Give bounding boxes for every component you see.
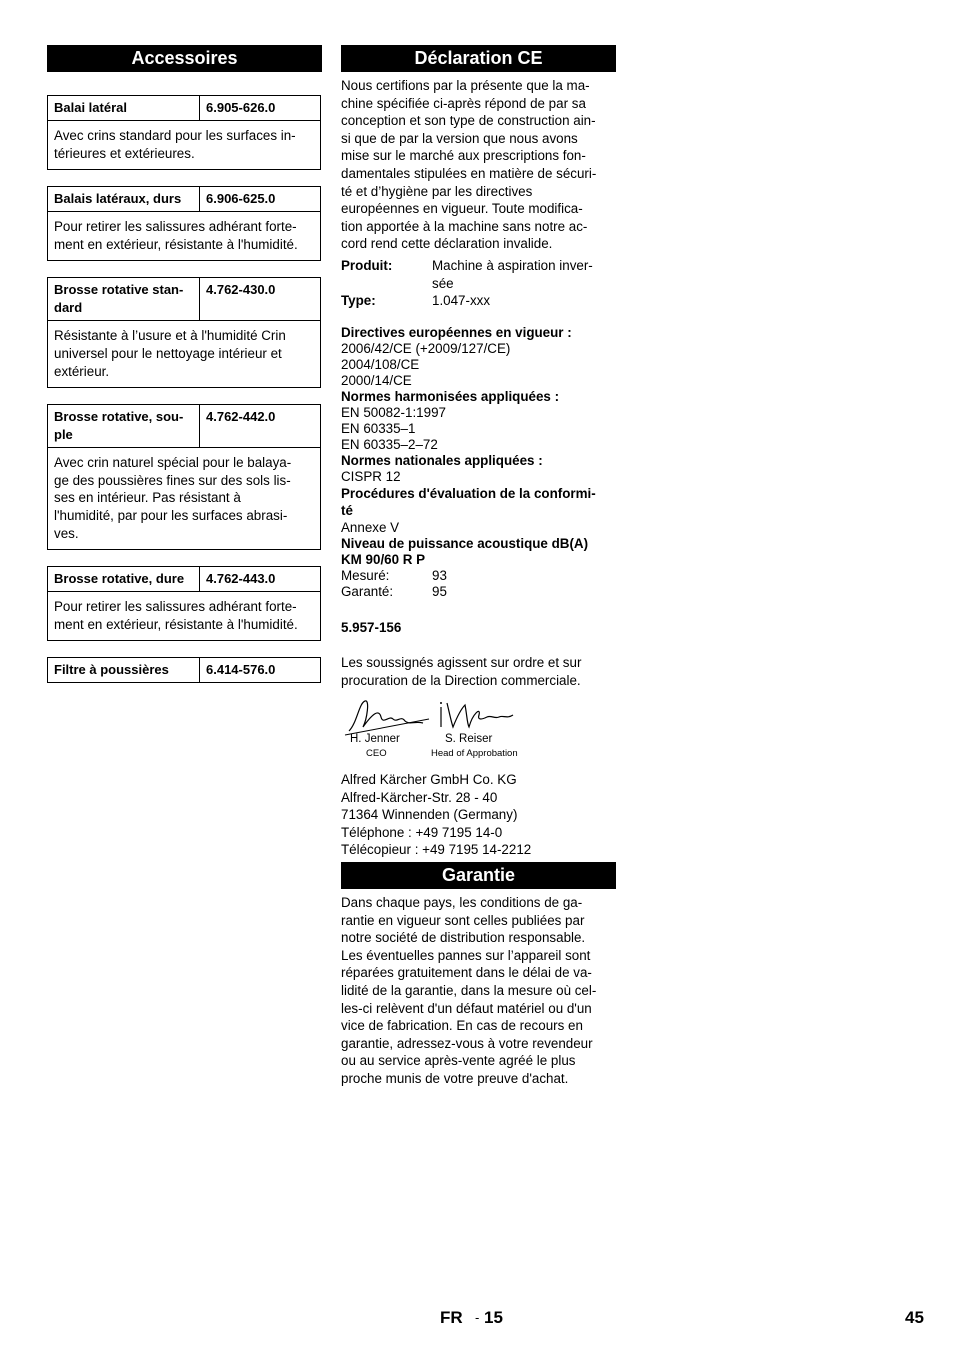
type-value: 1.047-xxx: [432, 293, 491, 309]
accessory-code: 4.762-430.0: [206, 282, 276, 298]
accessories-column: [47, 45, 322, 683]
harmonised-item: EN 60335–2–72: [341, 436, 438, 452]
accessory-description: Pour retirer les salissures adhérant forte- ment en extérieur, résistante à l'humidité.: [54, 219, 298, 252]
guaranteed-value: 95: [432, 583, 447, 599]
accessory-name: Brosse rotative, dure: [48, 567, 200, 591]
company-address: [341, 771, 616, 859]
declaration-column: [341, 45, 616, 1088]
accessory-item: [47, 404, 321, 550]
procedure-heading: Procédures d'évaluation de la conformi- té: [341, 485, 596, 519]
product-row: [341, 257, 616, 292]
signer1-name: H. Jenner: [350, 733, 400, 746]
directive-item: 2000/14/CE: [341, 372, 412, 388]
accessory-code: 6.414-576.0: [206, 662, 276, 678]
national-heading: Normes nationales appliquées :: [341, 452, 543, 468]
accessory-description: Résistante à l’usure et à l'humidité Crin universel pour le nettoyage intérieur et extérieur.: [54, 328, 286, 379]
accessory-code: 4.762-443.0: [206, 571, 276, 587]
measured-label: Mesuré:: [341, 567, 390, 583]
address-line: Alfred-Kärcher-Str. 28 - 40: [341, 789, 498, 805]
accessory-name: Brosse rotative stan- dard: [48, 278, 200, 320]
type-row: [341, 292, 616, 310]
signatures: [341, 697, 616, 767]
accessory-item: [47, 566, 321, 641]
accessory-code: 6.906-625.0: [206, 191, 276, 207]
footer-language: FR: [440, 1308, 463, 1327]
directive-item: 2006/42/CE (+2009/127/CE): [341, 340, 511, 356]
declaration-title: Déclaration CE: [341, 45, 616, 72]
accessory-name: Balai latéral: [48, 96, 200, 120]
accessory-name: Brosse rotative, sou- ple: [48, 405, 200, 447]
signer2-role: Head of Approbation: [431, 748, 518, 760]
harmonised-item: EN 60335–1: [341, 420, 416, 436]
accessory-item: [47, 277, 321, 388]
directives-heading: Directives européennes en vigueur :: [341, 324, 572, 340]
declaration-intro: Nous certifions par la présente que la ma- chine spécifiée ci-après répond de par sa conception et son type de construction ain- si que de par la version que nous avons mise sur le marché aux prescriptions fon- damentales stipulées en matière de sécuri- té et d’hygiène par les directives européennes en vigueur. Toute modifica- tion apportée à la machine sans notre ac- cord rend cette déclaration invalide.: [341, 78, 597, 252]
accessory-description: Pour retirer les salissures adhérant forte- ment en extérieur, résistante à l'humidité.: [54, 599, 298, 632]
page-number: 45: [905, 1308, 924, 1327]
address-line: 71364 Winnenden (Germany): [341, 807, 518, 823]
directives-block: [341, 325, 616, 600]
accessory-item: [47, 95, 321, 170]
guaranteed-row: [341, 584, 616, 600]
warranty-text: Dans chaque pays, les conditions de ga- rantie en vigueur sont celles publiées par notre société de distribution responsable. Les éventuelles pannes sur l’appareil sont réparées gratuitement dans le délai de va- lidité de la garantie, dans la mesure où cel- les-ci relèvent d'un défaut matériel ou d'un vice de fabrication. En cas de recours en garantie, adressez-vous à votre revendeur ou au service après-vente agréé le plus proche munis de votre preuve d'achat.: [341, 895, 597, 1086]
phone-line: Téléphone : +49 7195 14-0: [341, 824, 503, 840]
accessory-code: 6.905-626.0: [206, 100, 276, 115]
footer-section-page: 15: [484, 1308, 503, 1327]
national-item: CISPR 12: [341, 468, 401, 484]
accessory-name: Balais latéraux, durs: [48, 187, 200, 211]
accessory-code: 4.762-442.0: [206, 409, 276, 425]
measured-row: [341, 568, 616, 584]
address-line: Alfred Kärcher GmbH Co. KG: [341, 772, 517, 788]
procedure-value: Annexe V: [341, 519, 400, 535]
signer2-name: S. Reiser: [445, 733, 493, 746]
signatories-text: Les soussignés agissent sur ordre et sur procuration de la Direction commerciale.: [341, 654, 582, 688]
document-number: 5.957-156: [341, 619, 402, 635]
signer1-role: CEO: [366, 748, 387, 760]
footer-separator: -: [475, 1310, 480, 1325]
guaranteed-label: Garanté:: [341, 583, 394, 599]
type-label: Type:: [341, 293, 376, 309]
warranty-title: Garantie: [341, 862, 616, 889]
model-name: KM 90/60 R P: [341, 551, 426, 567]
measured-value: 93: [432, 567, 447, 583]
accessory-item: [47, 657, 321, 683]
product-label: Produit:: [341, 257, 393, 273]
directive-item: 2004/108/CE: [341, 356, 420, 372]
accessory-description: Avec crins standard pour les surfaces in- térieures et extérieures.: [54, 128, 296, 161]
product-value: Machine à aspiration inver- sée: [432, 257, 593, 291]
accessory-item: [47, 186, 321, 261]
fax-line: Télécopieur : +49 7195 14-2212: [341, 842, 532, 858]
harmonised-heading: Normes harmonisées appliquées :: [341, 388, 560, 404]
accessory-name: Filtre à poussières: [48, 658, 200, 682]
harmonised-item: EN 50082-1:1997: [341, 404, 446, 420]
noise-heading: Niveau de puissance acoustique dB(A): [341, 535, 589, 551]
accessory-description: Avec crin naturel spécial pour le balaya- ge des poussières fines sur des sols lis- ses en intérieur. Pas résistant à l'humidité, par pour les surfaces abrasi- ves.: [54, 455, 292, 541]
accessories-title: Accessoires: [47, 45, 322, 72]
